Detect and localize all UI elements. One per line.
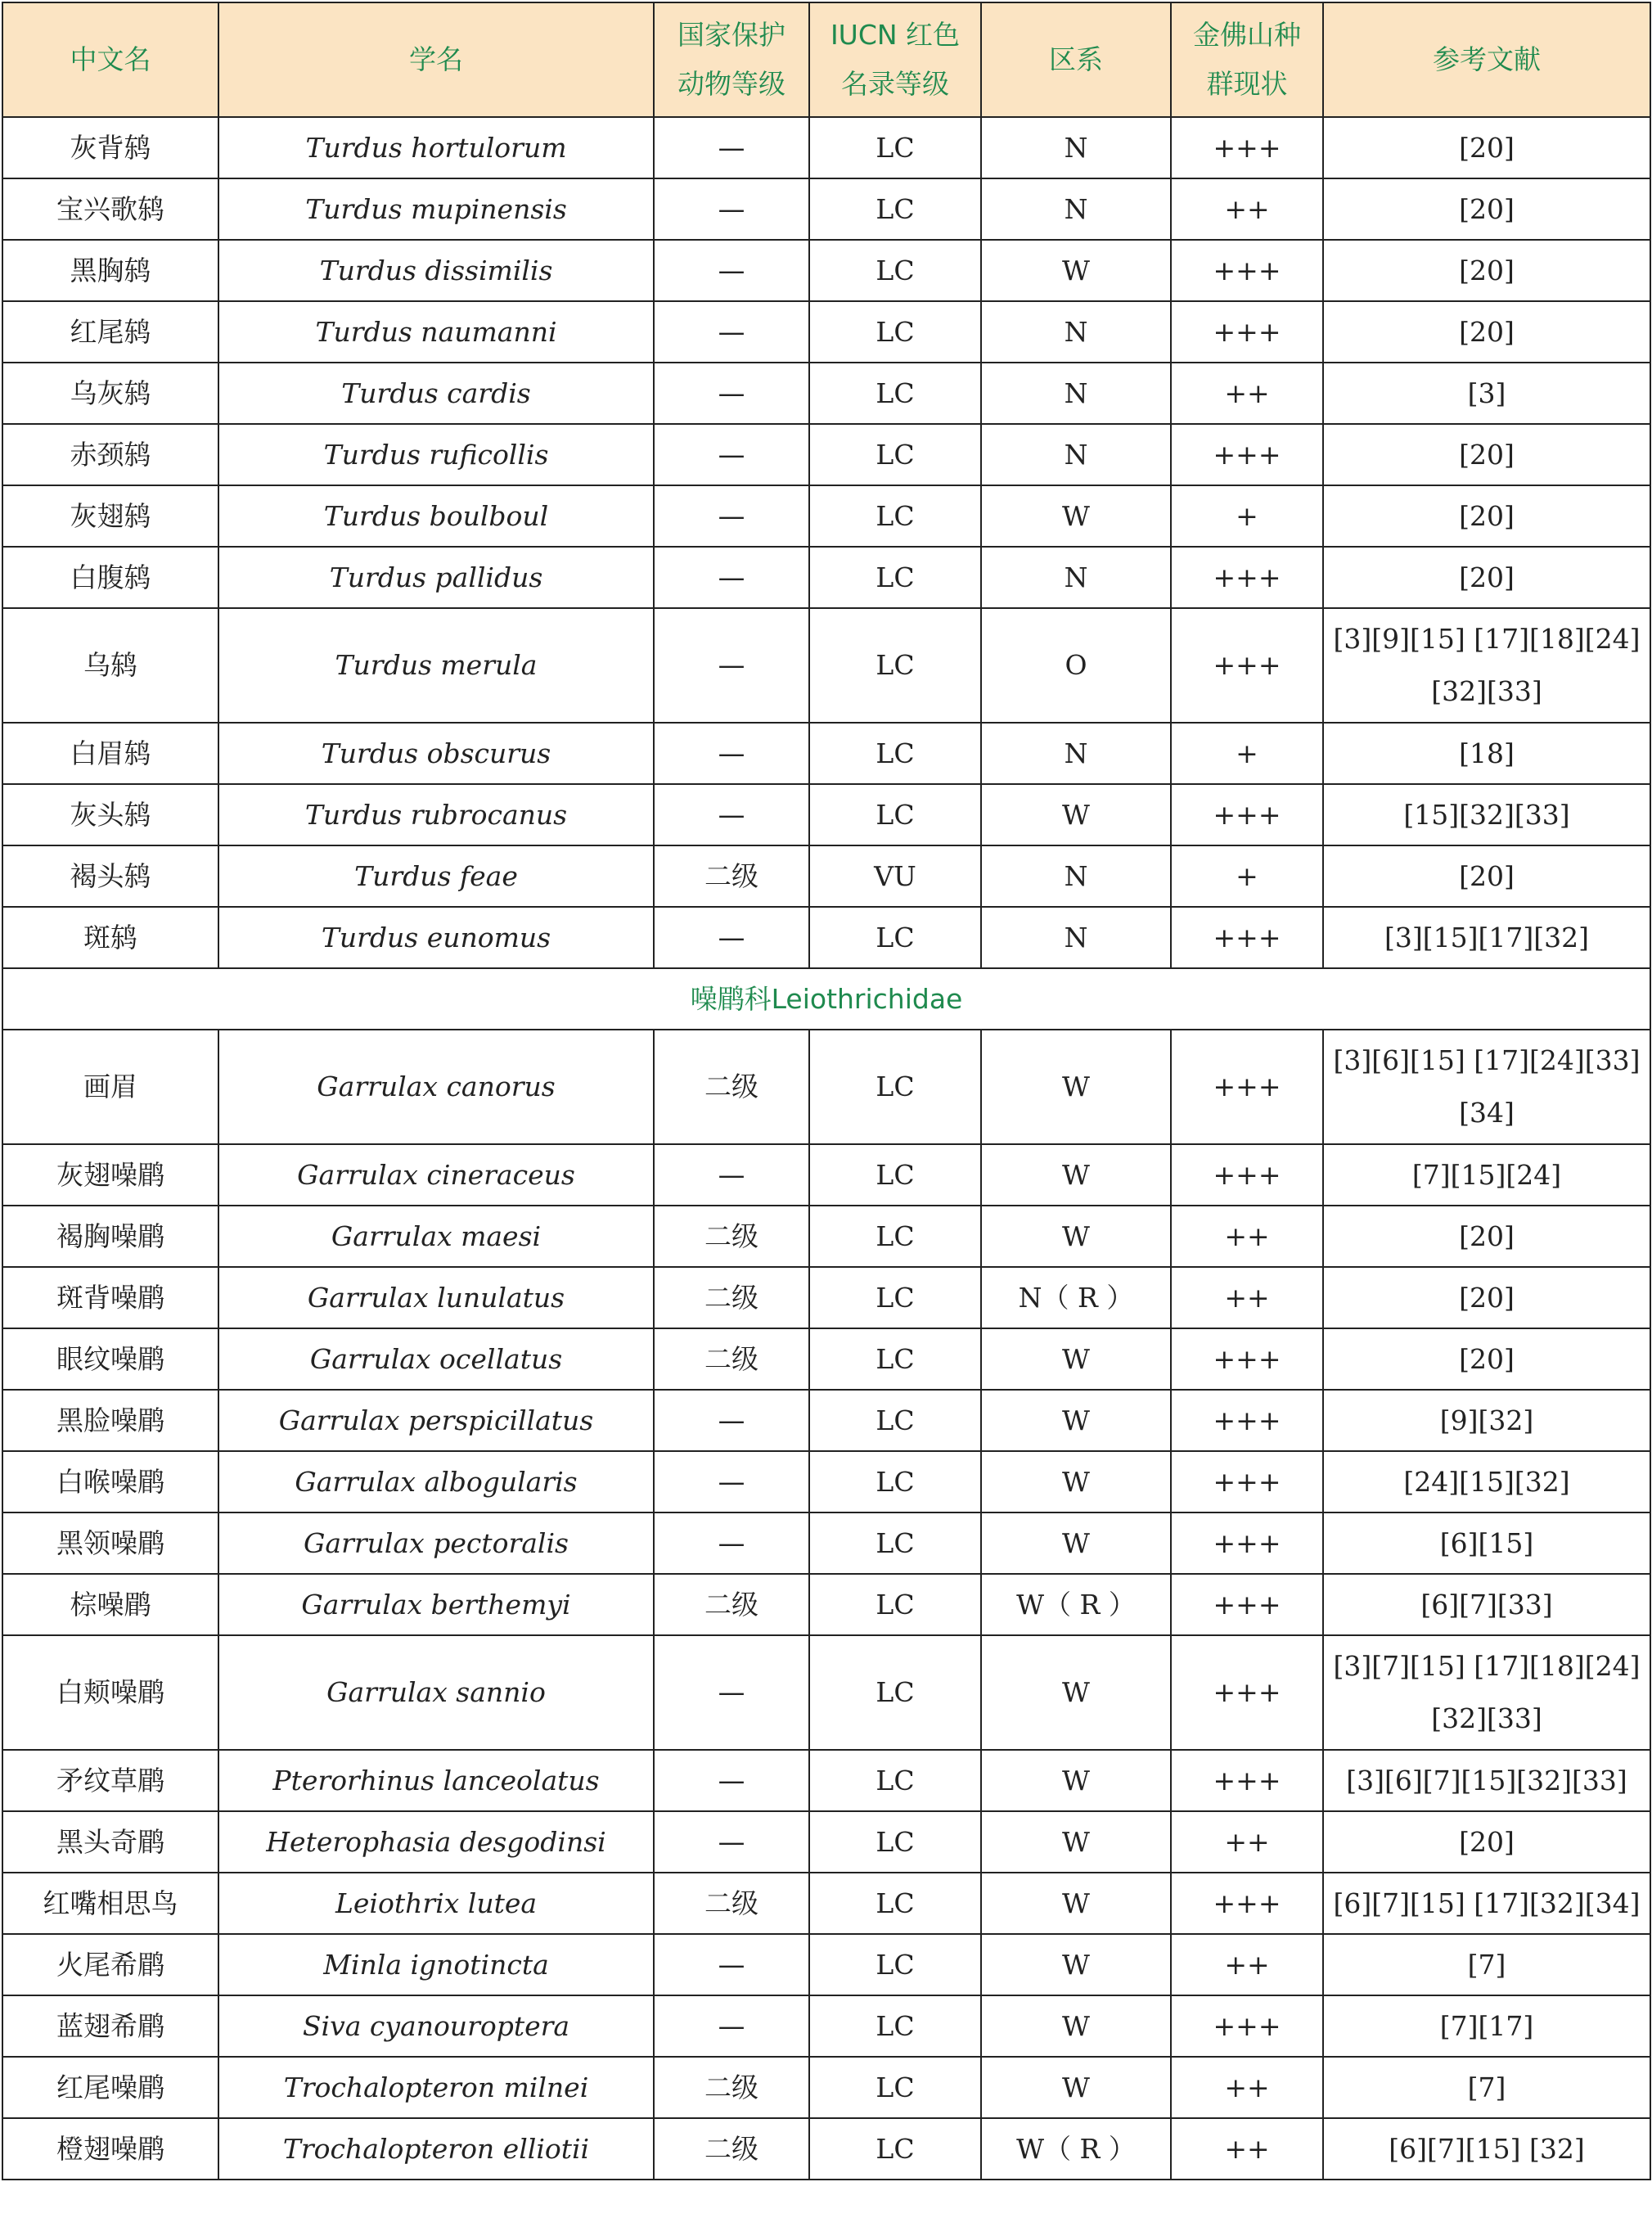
table-row <box>2 784 1650 845</box>
refs-cell: [24][15][32] <box>1323 1451 1650 1512</box>
protection-level-cell: — <box>654 1995 809 2057</box>
sci-name-cell: Turdus cardis <box>218 363 654 424</box>
sci-name-cell: Turdus mupinensis <box>218 178 654 240</box>
status-cell: ++ <box>1171 2057 1323 2118</box>
refs-cell: [20] <box>1323 117 1650 178</box>
status-cell: +++ <box>1171 424 1323 485</box>
table-row <box>2 1811 1650 1873</box>
cn-name-cell: 画眉 <box>2 1030 218 1144</box>
table-row <box>2 178 1650 240</box>
cn-name-cell: 乌灰鸫 <box>2 363 218 424</box>
header-iucn-line2: 名录等级 <box>841 68 949 100</box>
refs-line2: [32][33] <box>1431 675 1542 707</box>
iucn-cell: VU <box>809 845 981 907</box>
zone-cell: N（ R ） <box>981 1267 1171 1328</box>
protection-level-cell: — <box>654 608 809 723</box>
sci-name-cell: Trochalopteron milnei <box>218 2057 654 2118</box>
refs-cell: [7] <box>1323 1934 1650 1995</box>
zone-cell: N <box>981 845 1171 907</box>
table-row <box>2 117 1650 178</box>
zone-cell: N <box>981 363 1171 424</box>
cn-name-cell: 白喉噪鹛 <box>2 1451 218 1512</box>
iucn-cell: LC <box>809 1934 981 1995</box>
iucn-cell: LC <box>809 547 981 608</box>
header-status-line2: 群现状 <box>1206 68 1288 100</box>
refs-line2: [34] <box>1459 1097 1515 1129</box>
family-name: 噪鹛科Leiothrichidae <box>2 968 1650 1030</box>
table-row <box>2 1934 1650 1995</box>
sci-name-cell: Garrulax albogularis <box>218 1451 654 1512</box>
protection-level-cell: 二级 <box>654 845 809 907</box>
status-cell: ++ <box>1171 1934 1323 1995</box>
table-row <box>2 2057 1650 2118</box>
status-cell: +++ <box>1171 608 1323 723</box>
cn-name-cell: 黑头奇鹛 <box>2 1811 218 1873</box>
iucn-cell: LC <box>809 2118 981 2180</box>
sci-name-cell: Garrulax perspicillatus <box>218 1390 654 1451</box>
iucn-cell: LC <box>809 723 981 784</box>
cn-name-cell: 斑背噪鹛 <box>2 1267 218 1328</box>
table-row <box>2 907 1650 968</box>
iucn-cell: LC <box>809 1206 981 1267</box>
table-row <box>2 1206 1650 1267</box>
zone-cell: N <box>981 907 1171 968</box>
zone-cell: O <box>981 608 1171 723</box>
zone-cell: W <box>981 784 1171 845</box>
cn-name-cell: 斑鸫 <box>2 907 218 968</box>
protection-level-cell: — <box>654 907 809 968</box>
sci-name-cell: Turdus pallidus <box>218 547 654 608</box>
status-cell: +++ <box>1171 1144 1323 1206</box>
status-cell: +++ <box>1171 784 1323 845</box>
refs-cell: [7][17] <box>1323 1995 1650 2057</box>
protection-level-cell: — <box>654 1811 809 1873</box>
refs-cell: [20] <box>1323 485 1650 547</box>
zone-cell: N <box>981 117 1171 178</box>
refs-cell <box>1323 1635 1650 1750</box>
status-cell: +++ <box>1171 240 1323 301</box>
header-protection-line2: 动物等级 <box>677 68 785 100</box>
refs-cell: [20] <box>1323 845 1650 907</box>
sci-name-cell: Turdus ruficollis <box>218 424 654 485</box>
zone-cell: W <box>981 1750 1171 1811</box>
iucn-cell: LC <box>809 1267 981 1328</box>
cn-name-cell: 黑脸噪鹛 <box>2 1390 218 1451</box>
sci-name-cell: Siva cyanouroptera <box>218 1995 654 2057</box>
cn-name-cell: 棕噪鹛 <box>2 1574 218 1635</box>
refs-cell: [7] <box>1323 2057 1650 2118</box>
iucn-cell: LC <box>809 363 981 424</box>
table-row <box>2 1390 1650 1451</box>
cn-name-cell: 红尾噪鹛 <box>2 2057 218 2118</box>
zone-cell: N <box>981 301 1171 363</box>
iucn-cell: LC <box>809 608 981 723</box>
table-row <box>2 1328 1650 1390</box>
species-table-container <box>2 2 1650 2180</box>
table-row <box>2 424 1650 485</box>
zone-cell: W <box>981 1635 1171 1750</box>
zone-cell: W <box>981 485 1171 547</box>
protection-level-cell: 二级 <box>654 1206 809 1267</box>
refs-line1: [3][7][15] [17][18][24] <box>1333 1650 1641 1682</box>
iucn-cell: LC <box>809 1574 981 1635</box>
iucn-cell: LC <box>809 178 981 240</box>
status-cell: +++ <box>1171 1390 1323 1451</box>
status-cell: +++ <box>1171 547 1323 608</box>
sci-name-cell: Trochalopteron elliotii <box>218 2118 654 2180</box>
sci-name-cell: Turdus merula <box>218 608 654 723</box>
zone-cell: W <box>981 1811 1171 1873</box>
protection-level-cell: — <box>654 547 809 608</box>
status-cell: +++ <box>1171 907 1323 968</box>
header-iucn <box>809 2 981 117</box>
header-protection-line1: 国家保护 <box>677 19 785 51</box>
sci-name-cell: Turdus rubrocanus <box>218 784 654 845</box>
protection-level-cell: — <box>654 424 809 485</box>
refs-cell: [9][32] <box>1323 1390 1650 1451</box>
zone-cell: W <box>981 1206 1171 1267</box>
refs-cell: [6][15] <box>1323 1512 1650 1574</box>
cn-name-cell: 白眉鸫 <box>2 723 218 784</box>
cn-name-cell: 褐胸噪鹛 <box>2 1206 218 1267</box>
sci-name-cell: Turdus eunomus <box>218 907 654 968</box>
sci-name-cell: Leiothrix lutea <box>218 1873 654 1934</box>
refs-cell <box>1323 608 1650 723</box>
protection-level-cell: — <box>654 1934 809 1995</box>
sci-name-cell: Garrulax ocellatus <box>218 1328 654 1390</box>
cn-name-cell: 红尾鸫 <box>2 301 218 363</box>
iucn-cell: LC <box>809 1451 981 1512</box>
cn-name-cell: 红嘴相思鸟 <box>2 1873 218 1934</box>
protection-level-cell: — <box>654 240 809 301</box>
status-cell: ++ <box>1171 2118 1323 2180</box>
zone-cell: W <box>981 1512 1171 1574</box>
refs-cell: [15][32][33] <box>1323 784 1650 845</box>
cn-name-cell: 灰翅鸫 <box>2 485 218 547</box>
cn-name-cell: 白颊噪鹛 <box>2 1635 218 1750</box>
iucn-cell: LC <box>809 1635 981 1750</box>
header-status <box>1171 2 1323 117</box>
cn-name-cell: 蓝翅希鹛 <box>2 1995 218 2057</box>
status-cell: +++ <box>1171 301 1323 363</box>
status-cell: +++ <box>1171 1750 1323 1811</box>
protection-level-cell: — <box>654 1512 809 1574</box>
status-cell: ++ <box>1171 1811 1323 1873</box>
zone-cell: W <box>981 1030 1171 1144</box>
sci-name-cell: Minla ignotincta <box>218 1934 654 1995</box>
protection-level-cell: — <box>654 178 809 240</box>
status-cell: +++ <box>1171 1574 1323 1635</box>
refs-cell: [20] <box>1323 547 1650 608</box>
protection-level-cell: — <box>654 1635 809 1750</box>
iucn-cell: LC <box>809 1390 981 1451</box>
table-body <box>2 117 1650 2180</box>
protection-level-cell: — <box>654 363 809 424</box>
header-protection-level <box>654 2 809 117</box>
refs-line1: [3][6][15] [17][24][33] <box>1333 1044 1641 1076</box>
refs-cell: [20] <box>1323 301 1650 363</box>
status-cell: +++ <box>1171 1512 1323 1574</box>
table-row <box>2 1635 1650 1750</box>
zone-cell: N <box>981 178 1171 240</box>
family-row <box>2 968 1650 1030</box>
cn-name-cell: 黑胸鸫 <box>2 240 218 301</box>
header-sci-name: 学名 <box>218 2 654 117</box>
protection-level-cell: — <box>654 301 809 363</box>
refs-cell: [20] <box>1323 1267 1650 1328</box>
refs-cell: [20] <box>1323 1206 1650 1267</box>
table-row <box>2 845 1650 907</box>
zone-cell: W（ R ） <box>981 2118 1171 2180</box>
sci-name-cell: Garrulax berthemyi <box>218 1574 654 1635</box>
protection-level-cell: — <box>654 1390 809 1451</box>
cn-name-cell: 矛纹草鹛 <box>2 1750 218 1811</box>
status-cell: ++ <box>1171 1206 1323 1267</box>
zone-cell: N <box>981 424 1171 485</box>
refs-cell: [3] <box>1323 363 1650 424</box>
sci-name-cell: Turdus feae <box>218 845 654 907</box>
status-cell: +++ <box>1171 1328 1323 1390</box>
sci-name-cell: Turdus naumanni <box>218 301 654 363</box>
iucn-cell: LC <box>809 240 981 301</box>
refs-cell: [20] <box>1323 240 1650 301</box>
table-row <box>2 1267 1650 1328</box>
sci-name-cell: Turdus dissimilis <box>218 240 654 301</box>
cn-name-cell: 乌鸫 <box>2 608 218 723</box>
refs-cell: [20] <box>1323 424 1650 485</box>
table-row <box>2 608 1650 723</box>
header-zone: 区系 <box>981 2 1171 117</box>
iucn-cell: LC <box>809 1873 981 1934</box>
table-header <box>2 2 1650 117</box>
status-cell: ++ <box>1171 363 1323 424</box>
cn-name-cell: 赤颈鸫 <box>2 424 218 485</box>
protection-level-cell: — <box>654 784 809 845</box>
status-cell: +++ <box>1171 1635 1323 1750</box>
refs-cell: [3][15][17][32] <box>1323 907 1650 968</box>
iucn-cell: LC <box>809 1811 981 1873</box>
cn-name-cell: 宝兴歌鸫 <box>2 178 218 240</box>
table-row <box>2 1030 1650 1144</box>
status-cell: + <box>1171 723 1323 784</box>
species-table <box>2 2 1651 2180</box>
status-cell: +++ <box>1171 1030 1323 1144</box>
refs-cell: [6][7][15] [32] <box>1323 2118 1650 2180</box>
protection-level-cell: 二级 <box>654 2057 809 2118</box>
header-iucn-line1: IUCN 红色 <box>830 19 961 51</box>
status-cell: ++ <box>1171 1267 1323 1328</box>
table-row <box>2 485 1650 547</box>
table-row <box>2 240 1650 301</box>
sci-name-cell: Heterophasia desgodinsi <box>218 1811 654 1873</box>
status-cell: ++ <box>1171 178 1323 240</box>
zone-cell: W <box>981 1995 1171 2057</box>
iucn-cell: LC <box>809 1144 981 1206</box>
refs-cell: [7][15][24] <box>1323 1144 1650 1206</box>
iucn-cell: LC <box>809 1750 981 1811</box>
protection-level-cell: 二级 <box>654 1873 809 1934</box>
iucn-cell: LC <box>809 117 981 178</box>
zone-cell: W（ R ） <box>981 1574 1171 1635</box>
cn-name-cell: 灰背鸫 <box>2 117 218 178</box>
zone-cell: N <box>981 723 1171 784</box>
status-cell: + <box>1171 485 1323 547</box>
refs-cell: [18] <box>1323 723 1650 784</box>
table-row <box>2 1144 1650 1206</box>
refs-cell <box>1323 1030 1650 1144</box>
iucn-cell: LC <box>809 907 981 968</box>
iucn-cell: LC <box>809 1030 981 1144</box>
header-cn-name: 中文名 <box>2 2 218 117</box>
sci-name-cell: Garrulax sannio <box>218 1635 654 1750</box>
zone-cell: W <box>981 240 1171 301</box>
table-row <box>2 2118 1650 2180</box>
sci-name-cell: Turdus obscurus <box>218 723 654 784</box>
protection-level-cell: — <box>654 117 809 178</box>
protection-level-cell: — <box>654 723 809 784</box>
zone-cell: W <box>981 1873 1171 1934</box>
cn-name-cell: 白腹鸫 <box>2 547 218 608</box>
table-row <box>2 1512 1650 1574</box>
iucn-cell: LC <box>809 424 981 485</box>
zone-cell: W <box>981 1144 1171 1206</box>
protection-level-cell: — <box>654 485 809 547</box>
zone-cell: W <box>981 1451 1171 1512</box>
table-row <box>2 363 1650 424</box>
sci-name-cell: Garrulax pectoralis <box>218 1512 654 1574</box>
protection-level-cell: — <box>654 1451 809 1512</box>
zone-cell: W <box>981 1934 1171 1995</box>
iucn-cell: LC <box>809 1995 981 2057</box>
sci-name-cell: Garrulax maesi <box>218 1206 654 1267</box>
refs-cell: [20] <box>1323 1328 1650 1390</box>
status-cell: +++ <box>1171 1995 1323 2057</box>
iucn-cell: LC <box>809 1512 981 1574</box>
zone-cell: W <box>981 1390 1171 1451</box>
protection-level-cell: 二级 <box>654 1030 809 1144</box>
sci-name-cell: Garrulax lunulatus <box>218 1267 654 1328</box>
table-row <box>2 1750 1650 1811</box>
refs-line1: [3][9][15] [17][18][24] <box>1333 623 1641 655</box>
zone-cell: N <box>981 547 1171 608</box>
table-row <box>2 1574 1650 1635</box>
iucn-cell: LC <box>809 2057 981 2118</box>
zone-cell: W <box>981 1328 1171 1390</box>
refs-cell: [6][7][15] [17][32][34] <box>1323 1873 1650 1934</box>
status-cell: +++ <box>1171 1451 1323 1512</box>
header-status-line1: 金佛山种 <box>1193 19 1301 51</box>
status-cell: +++ <box>1171 1873 1323 1934</box>
table-row <box>2 1451 1650 1512</box>
cn-name-cell: 橙翅噪鹛 <box>2 2118 218 2180</box>
protection-level-cell: 二级 <box>654 1328 809 1390</box>
iucn-cell: LC <box>809 784 981 845</box>
protection-level-cell: 二级 <box>654 2118 809 2180</box>
sci-name-cell: Pterorhinus lanceolatus <box>218 1750 654 1811</box>
protection-level-cell: 二级 <box>654 1574 809 1635</box>
sci-name-cell: Garrulax canorus <box>218 1030 654 1144</box>
sci-name-cell: Garrulax cineraceus <box>218 1144 654 1206</box>
protection-level-cell: — <box>654 1750 809 1811</box>
cn-name-cell: 眼纹噪鹛 <box>2 1328 218 1390</box>
cn-name-cell: 灰翅噪鹛 <box>2 1144 218 1206</box>
table-row <box>2 723 1650 784</box>
cn-name-cell: 火尾希鹛 <box>2 1934 218 1995</box>
table-row <box>2 1873 1650 1934</box>
iucn-cell: LC <box>809 301 981 363</box>
table-row <box>2 301 1650 363</box>
zone-cell: W <box>981 2057 1171 2118</box>
refs-cell: [6][7][33] <box>1323 1574 1650 1635</box>
cn-name-cell: 褐头鸫 <box>2 845 218 907</box>
cn-name-cell: 黑领噪鹛 <box>2 1512 218 1574</box>
status-cell: + <box>1171 845 1323 907</box>
status-cell: +++ <box>1171 117 1323 178</box>
refs-line2: [32][33] <box>1431 1702 1542 1734</box>
cn-name-cell: 灰头鸫 <box>2 784 218 845</box>
protection-level-cell: — <box>654 1144 809 1206</box>
refs-cell: [20] <box>1323 1811 1650 1873</box>
iucn-cell: LC <box>809 1328 981 1390</box>
header-refs: 参考文献 <box>1323 2 1650 117</box>
refs-cell: [3][6][7][15][32][33] <box>1323 1750 1650 1811</box>
table-row <box>2 1995 1650 2057</box>
sci-name-cell: Turdus hortulorum <box>218 117 654 178</box>
table-row <box>2 547 1650 608</box>
sci-name-cell: Turdus boulboul <box>218 485 654 547</box>
iucn-cell: LC <box>809 485 981 547</box>
refs-cell: [20] <box>1323 178 1650 240</box>
protection-level-cell: 二级 <box>654 1267 809 1328</box>
header-row <box>2 2 1650 117</box>
